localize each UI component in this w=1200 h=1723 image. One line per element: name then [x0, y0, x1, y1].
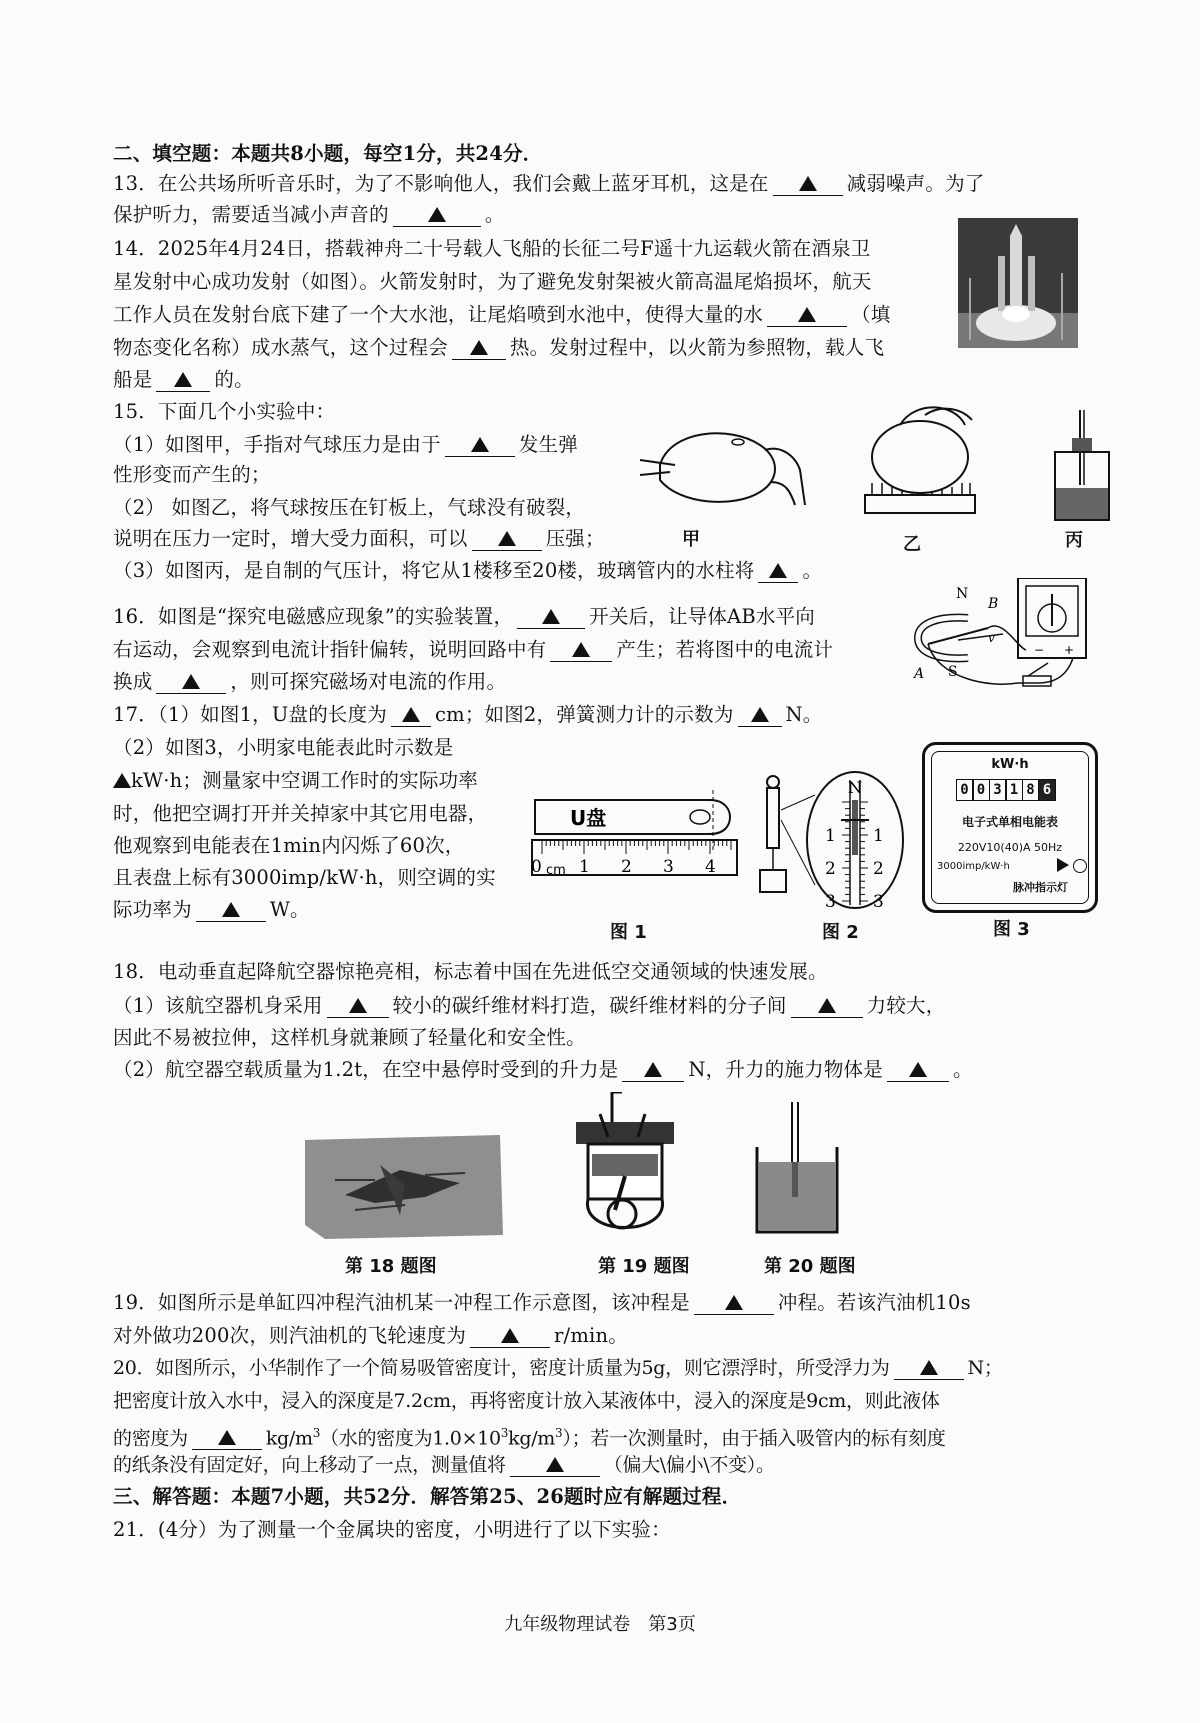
q15-blank-2 [472, 528, 542, 551]
q20-blank-3 [510, 1454, 600, 1477]
question-16-line-3 [113, 668, 506, 696]
meter-digit: 8 [1022, 779, 1040, 801]
figure-19-caption: 第 19 题图 [598, 1256, 690, 1277]
meter-name: 电子式单相电能表 [961, 815, 1058, 829]
q14-blank-3 [156, 369, 210, 392]
question-15-line-6 [113, 557, 822, 585]
meter-unit: kW·h [991, 757, 1029, 772]
q17-blank-3 [113, 773, 131, 788]
meter-digit: 1 [1005, 779, 1023, 801]
question-18-line-1: 18．电动垂直起降航空器惊艳亮相，标志着中国在先进低空交通领域的快速发展。 [113, 960, 828, 983]
question-13-line-1 [113, 170, 985, 198]
meter-digit: 0 [956, 779, 974, 801]
q15-text-d: 压强； [545, 527, 605, 550]
q20-text-f: kg/m [508, 1427, 556, 1450]
question-18-line-3: 因此不易被拉伸，这样机身就兼顾了轻量化和安全性。 [113, 1026, 586, 1049]
q20-blank-2 [192, 1427, 262, 1450]
q20-text-d: kg/m [265, 1427, 313, 1450]
q20-text-g: ）；若一次测量时，由于插入吸管内的标有刻度 [562, 1427, 946, 1450]
question-19-line-2 [113, 1322, 628, 1350]
rocket-launch-photo [958, 218, 1078, 348]
question-14-line-2: 星发射中心成功发射（如图）。火箭发射时，为了避免发射架被火箭高温尾焰损坏，航天 [113, 270, 872, 293]
question-15-line-5 [113, 525, 605, 553]
q20-blank-1 [894, 1357, 964, 1380]
q13-blank-1 [773, 173, 843, 196]
q20-text-e: （水的密度为1.0×10 [320, 1427, 501, 1450]
meter-triangle-icon [1057, 858, 1069, 872]
electromagnetic-induction-apparatus [908, 578, 1093, 698]
meter-digit: 3 [989, 779, 1007, 801]
q18-text-d: （2）航空器空载质量为1.2t，在空中悬停时受到的升力是 [113, 1058, 619, 1081]
q16-text-d: 产生；若将图中的电流计 [616, 638, 834, 661]
figure-2-caption: 图 2 [822, 922, 859, 943]
ruler-tick-label: 3 [663, 857, 674, 877]
question-20-line-3 [113, 1419, 946, 1452]
q20-sup-2: 3 [500, 1426, 509, 1440]
scale-tick-label: 2 [873, 859, 884, 879]
question-17-line-5: 他观察到电能表在1min内闪烁了60次， [113, 834, 465, 857]
usb-ruler-figure [530, 790, 740, 885]
q14-text-b: （填 [851, 303, 891, 326]
spring-scale-figure [755, 770, 915, 910]
conductor-label-b: B [988, 596, 999, 612]
balloon-nail-board-figure-yi [860, 395, 980, 520]
question-14-line-4 [113, 334, 884, 362]
q20-text-b: N； [967, 1357, 1003, 1379]
q17-text-a: 17．（1）如图1，U盘的长度为 [113, 703, 388, 726]
magnet-label-s: S [948, 664, 958, 680]
ruler-tick-label: 2 [621, 857, 632, 877]
figure-18-caption: 第 18 题图 [345, 1256, 437, 1277]
svg-text:+: + [1064, 643, 1075, 657]
meter-lamp-label: 脉冲指示灯 [1013, 881, 1068, 894]
q19-blank-1 [694, 1292, 774, 1315]
question-18-line-2 [113, 992, 945, 1020]
scale-tick-label: 3 [825, 892, 836, 910]
q16-blank-3 [156, 671, 226, 694]
q18-text-a: （1）该航空器机身采用 [113, 994, 323, 1017]
question-17-line-1 [113, 701, 823, 729]
question-14-line-5 [113, 366, 254, 394]
electricity-meter-figure [922, 742, 1098, 913]
scale-tick-label: 2 [825, 859, 836, 879]
conductor-label-a: A [914, 666, 925, 682]
q20-sup-1: 3 [312, 1426, 321, 1440]
q20-sup-3: 3 [555, 1426, 563, 1440]
figure-jia-caption: 甲 [682, 529, 700, 550]
q19-text-a: 19．如图所示是单缸四冲程汽油机某一冲程工作示意图，该冲程是 [113, 1291, 690, 1314]
figure-bing-caption: 丙 [1065, 530, 1083, 551]
question-21-line-1: 21．(4分）为了测量一个金属块的密度，小明进行了以下实验： [113, 1518, 671, 1541]
q18-text-b: 较小的碳纤维材料打造，碳纤维材料的分子间 [392, 994, 787, 1017]
scale-unit-n: N [848, 778, 862, 797]
q16-text-f: ，则可探究磁场对电流的作用。 [230, 670, 507, 693]
q20-text-c: 的密度为 [113, 1427, 188, 1450]
magnet-label-n: N [956, 586, 969, 602]
q18-text-c: 力较大， [866, 994, 946, 1017]
q17-text-e: 际功率为 [113, 898, 192, 921]
ruler-unit: cm [546, 863, 566, 878]
q19-text-b: 冲程。若该汽油机10s [777, 1291, 971, 1314]
q16-text-e: 换成 [113, 670, 153, 693]
question-17-line-4: 时，他把空调打开并关掉家中其它用电器， [113, 802, 488, 825]
meter-digit: 6 [1038, 779, 1056, 801]
question-17-line-3 [113, 767, 478, 795]
q20-text-h: 的纸条没有固定好，向上移动了一点，测量值将 [113, 1454, 506, 1476]
figure-1-caption: 图 1 [610, 922, 647, 943]
meter-digit: 0 [972, 779, 990, 801]
q13-text-b: 减弱噪声。为了 [846, 172, 985, 195]
question-15-line-1: 15．下面几个小实验中： [113, 400, 336, 423]
q14-text-e: 船是 [113, 368, 153, 391]
question-20-line-4 [113, 1451, 775, 1479]
q15-blank-3 [758, 560, 798, 583]
q13-blank-2 [393, 204, 481, 227]
q19-text-d: r/min。 [554, 1324, 628, 1347]
q17-blank-2 [738, 704, 782, 727]
q15-text-a: （1）如图甲，手指对气球压力是由于 [113, 433, 441, 456]
figure-3-caption: 图 3 [993, 919, 1030, 940]
q14-blank-2 [452, 337, 506, 360]
section-heading-fill-in: 二、填空题：本题共8小题，每空1分，共24分． [113, 142, 543, 165]
q17-text-c: N。 [785, 703, 823, 726]
scale-tick-label: 1 [873, 826, 884, 846]
q18-blank-4 [887, 1059, 949, 1082]
straw-densimeter-beaker [752, 1102, 842, 1242]
q18-blank-3 [622, 1059, 684, 1082]
q17-text-f: W。 [269, 898, 310, 921]
q14-text-a: 工作人员在发射台底下建了一个大水池，让尾焰喷到水池中，使得大量的水 [113, 303, 764, 326]
q18-text-f: 。 [952, 1058, 973, 1081]
q18-text-e: N，升力的施力物体是 [688, 1058, 883, 1081]
question-20-line-2: 把密度计放入水中，浸入的深度是7.2cm，再将密度计放入某液体中，浸入的深度是9cm，则此液体 [113, 1390, 940, 1412]
question-17-line-7 [113, 896, 310, 924]
scale-tick-label: 1 [825, 826, 836, 846]
question-15-line-2 [113, 431, 578, 459]
q13-text-d: 。 [484, 203, 505, 226]
meter-pulse-lamp-icon [1073, 859, 1087, 873]
barometer-bottle-figure-bing [1045, 410, 1115, 522]
q19-blank-2 [470, 1325, 550, 1348]
engine-stroke-diagram [570, 1092, 680, 1242]
question-16-line-1 [113, 603, 815, 631]
ruler-tick-label: 0 [531, 857, 542, 877]
svg-text:−: − [1034, 643, 1045, 657]
q17-text-d: kW·h；测量家中空调工作时的实际功率 [131, 769, 478, 792]
q16-text-b: 开关后，让导体AB水平向 [589, 605, 815, 628]
balloon-finger-figure-jia [640, 420, 810, 510]
question-17-line-2: （2）如图3，小明家电能表此时示数是 [113, 736, 454, 759]
ruler-tick-label: 4 [705, 857, 716, 877]
question-13-line-2 [113, 201, 505, 229]
question-18-line-4 [113, 1056, 973, 1084]
question-20-line-1 [113, 1354, 1003, 1382]
ruler-tick-label: 1 [579, 857, 590, 877]
question-15-line-4: （2） 如图乙，将气球按压在钉板上，气球没有破裂， [113, 496, 586, 519]
q14-blank-1 [767, 304, 847, 327]
meter-spec: 220V10(40)A 50Hz [957, 841, 1063, 854]
q19-text-c: 对外做功200次，则汽油机的飞轮速度为 [113, 1324, 467, 1347]
page-footer: 九年级物理试卷 第3页 [504, 1614, 696, 1635]
q15-text-e: （3）如图丙，是自制的气压计，将它从1楼移至20楼，玻璃管内的水柱将 [113, 559, 755, 582]
q15-text-c: 说明在压力一定时，增大受力面积，可以 [113, 527, 468, 550]
question-16-line-2 [113, 636, 833, 664]
velocity-label-v: v [988, 631, 995, 645]
section-heading-answer: 三、解答题：本题7小题，共52分．解答第25、26题时应有解题过程． [113, 1485, 742, 1508]
q15-text-f: 。 [802, 559, 823, 582]
q14-text-c: 物态变化名称）成水蒸气，这个过程会 [113, 336, 448, 359]
q15-blank-1 [445, 434, 515, 457]
evtol-aircraft-photo [305, 1135, 505, 1240]
q20-text-a: 20．如图所示，小华制作了一个简易吸管密度计，密度计质量为5g，则它漂浮时，所受浮力为 [113, 1357, 890, 1379]
question-14-line-3 [113, 301, 891, 329]
q20-text-i: （偏大\偏小\不变）。 [603, 1454, 775, 1476]
q14-text-d: 热。发射过程中，以火箭为参照物，载人飞 [509, 336, 885, 359]
figure-20-caption: 第 20 题图 [764, 1256, 856, 1277]
q17-text-b: cm；如图2，弹簧测力计的示数为 [435, 703, 734, 726]
q18-blank-1 [327, 995, 389, 1018]
question-17-line-6: 且表盘上标有3000imp/kW·h，则空调的实 [113, 866, 496, 889]
q13-text-c: 保护听力，需要适当减小声音的 [113, 203, 389, 226]
meter-reading [957, 779, 1056, 801]
question-14-line-1: 14．2025年4月24日，搭载神舟二十号载人飞船的长征二号F遥十九运载火箭在酒泉卫 [113, 237, 871, 260]
q16-text-c: 右运动，会观察到电流计指针偏转，说明回路中有 [113, 638, 547, 661]
question-15-line-3: 性形变而产生的； [113, 463, 271, 486]
figure-yi-caption: 乙 [903, 534, 921, 555]
q14-text-f: 的。 [214, 368, 254, 391]
q17-blank-1 [391, 704, 431, 727]
meter-imp: 3000imp/kW·h [937, 861, 1010, 872]
q15-text-b: 发生弹 [518, 433, 578, 456]
q16-text-a: 16．如图是“探究电磁感应现象”的实验装置， [113, 605, 514, 628]
q13-text-a: 13．在公共场所听音乐时，为了不影响他人，我们会戴上蓝牙耳机，这是在 [113, 172, 769, 195]
q17-blank-4 [196, 899, 266, 922]
scale-tick-label: 3 [873, 892, 884, 910]
question-19-line-1 [113, 1289, 971, 1317]
q18-blank-2 [791, 995, 863, 1018]
usb-label: U盘 [570, 806, 607, 830]
q16-blank-2 [550, 639, 612, 662]
q16-blank-1 [517, 606, 585, 629]
